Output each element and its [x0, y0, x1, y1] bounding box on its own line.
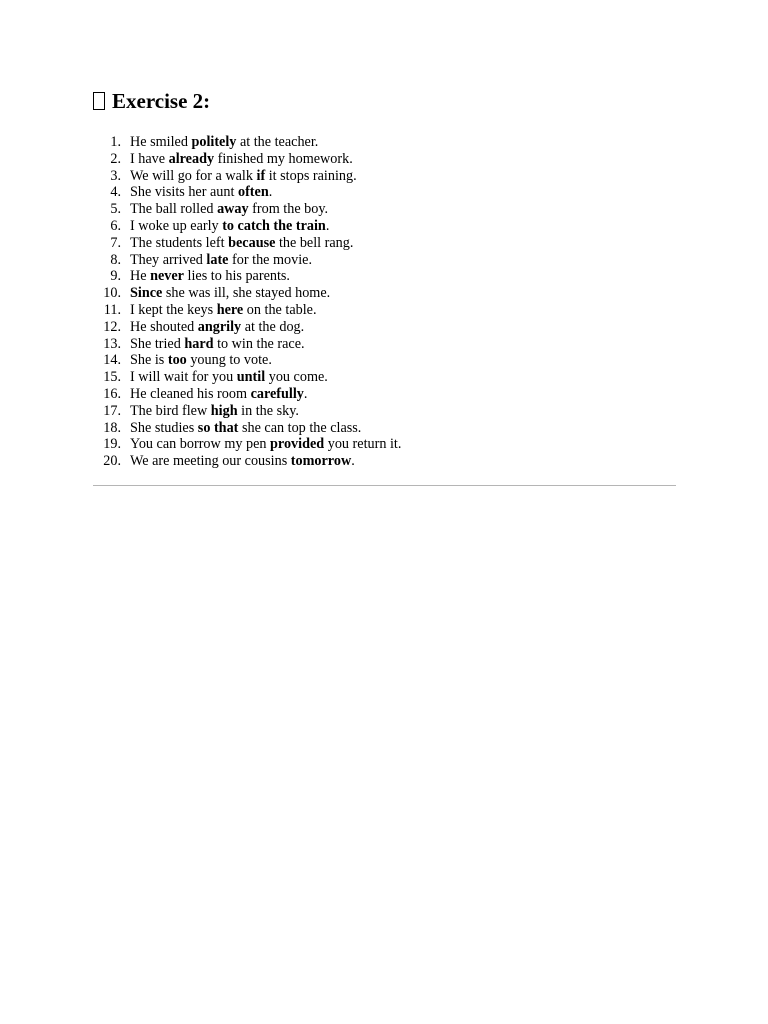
sentence-text: lies to his parents.: [183, 268, 290, 285]
list-item: [93, 151, 676, 168]
item-number: 15.: [103, 369, 121, 386]
item-number: 11.: [103, 301, 121, 318]
sentence-text: I will wait for you: [130, 369, 237, 386]
sentence-text: He cleaned his room: [130, 385, 251, 402]
emphasized-word: too: [167, 352, 187, 369]
item-number: 10.: [103, 285, 121, 302]
sentence-text: at the dog.: [241, 318, 305, 335]
sentence-text: We will go for a walk: [130, 167, 257, 184]
item-number: 17.: [103, 402, 121, 419]
emphasized-word: to catch the train: [222, 217, 326, 234]
sentence-text: He shouted: [130, 318, 198, 335]
sentence-text: We are meeting our cousins: [130, 453, 291, 470]
item-number: 4.: [110, 184, 121, 201]
emphasized-word: already: [168, 150, 215, 167]
item-sentence: [130, 386, 307, 403]
emphasized-word: often: [237, 184, 269, 201]
item-sentence: [130, 184, 272, 201]
list-item: [93, 168, 676, 185]
sentence-text: The ball rolled: [130, 201, 218, 218]
emphasized-word: late: [206, 251, 229, 268]
item-sentence: [130, 134, 318, 151]
sentence-text: you come.: [265, 369, 328, 386]
list-item: [93, 302, 676, 319]
emphasized-word: if: [256, 167, 266, 184]
list-item: [93, 386, 676, 403]
sentence-text: I woke up early: [130, 217, 223, 234]
sentence-text: She studies: [130, 419, 198, 436]
emphasized-word: until: [236, 369, 266, 386]
sentence-text: on the table.: [243, 301, 317, 318]
sentence-text: I have: [130, 150, 169, 167]
emphasized-word: politely: [191, 134, 237, 150]
list-item: [93, 285, 676, 302]
item-sentence: [130, 201, 328, 218]
sentence-text: to win the race.: [213, 335, 305, 352]
sentence-text: it stops raining.: [265, 167, 357, 184]
item-sentence: [130, 336, 305, 353]
sentence-text: at the teacher.: [236, 134, 319, 150]
sentence-text: young to vote.: [186, 352, 272, 369]
sentence-text: she can top the class.: [238, 419, 362, 436]
item-number: 8.: [110, 251, 121, 268]
emphasized-word: Since: [130, 285, 163, 302]
exercise-heading: [93, 86, 676, 116]
list-item: [93, 235, 676, 252]
sentence-text: The bird flew: [130, 402, 211, 419]
item-number: 5.: [110, 201, 121, 218]
emphasized-word: away: [217, 201, 249, 218]
item-sentence: [130, 151, 353, 168]
item-number: 13.: [103, 335, 121, 352]
item-number: 7.: [110, 234, 121, 251]
list-item: [93, 184, 676, 201]
list-item: [93, 268, 676, 285]
sentence-text: for the movie.: [228, 251, 313, 268]
item-number: 14.: [103, 352, 121, 369]
sentence-text: .: [325, 217, 330, 234]
item-number: 6.: [110, 217, 121, 234]
emphasized-word: never: [150, 268, 184, 285]
emphasized-word: so that: [197, 419, 239, 436]
unknown-glyph-box-icon: [93, 92, 105, 110]
list-item: [93, 336, 676, 353]
item-number: 12.: [103, 318, 121, 335]
sentence-text: she was ill, she stayed home.: [162, 285, 331, 302]
emphasized-word: here: [216, 301, 244, 318]
emphasized-word: angrily: [197, 318, 242, 335]
item-sentence: [130, 319, 304, 336]
item-sentence: [130, 403, 299, 420]
item-sentence: [130, 453, 355, 470]
item-sentence: [130, 252, 312, 269]
item-number: 9.: [110, 268, 121, 285]
emphasized-word: tomorrow: [290, 453, 352, 470]
exercise-list: [93, 134, 676, 470]
list-item: [93, 201, 676, 218]
sentence-text: you return it.: [324, 436, 402, 453]
sentence-text: The students left: [130, 234, 229, 251]
emphasized-word: because: [228, 234, 276, 251]
sentence-text: from the boy.: [248, 201, 329, 218]
item-number: 2.: [110, 150, 121, 167]
sentence-text: You can borrow my pen: [130, 436, 271, 453]
item-number: 1.: [110, 134, 121, 150]
list-item: [93, 218, 676, 235]
item-sentence: [130, 352, 272, 369]
sentence-text: She tried: [130, 335, 185, 352]
emphasized-word: high: [210, 402, 238, 419]
sentence-text: .: [268, 184, 273, 201]
sentence-text: I kept the keys: [130, 301, 217, 318]
sentence-text: She visits her aunt: [130, 184, 238, 201]
list-item: [93, 420, 676, 437]
sentence-text: finished my homework.: [214, 150, 353, 167]
sentence-text: .: [351, 453, 355, 470]
horizontal-divider: [93, 485, 676, 486]
item-number: 3.: [110, 167, 121, 184]
item-sentence: [130, 302, 317, 319]
item-sentence: [130, 369, 328, 386]
item-number: 19.: [103, 436, 121, 453]
item-sentence: [130, 285, 330, 302]
emphasized-word: provided: [270, 436, 325, 453]
item-sentence: [130, 420, 361, 437]
item-sentence: [130, 268, 290, 285]
item-number: 20.: [103, 453, 121, 470]
document-page: [93, 86, 676, 470]
list-item: [93, 436, 676, 453]
item-sentence: [130, 168, 357, 185]
sentence-text: in the sky.: [237, 402, 299, 419]
list-item: [93, 369, 676, 386]
sentence-text: She is: [130, 352, 168, 369]
list-item: [93, 134, 676, 151]
sentence-text: .: [303, 385, 308, 402]
sentence-text: He smiled: [130, 134, 192, 150]
list-item: [93, 403, 676, 420]
item-sentence: [130, 218, 329, 235]
sentence-text: the bell rang.: [275, 234, 354, 251]
emphasized-word: hard: [184, 335, 214, 352]
list-item: [93, 319, 676, 336]
item-number: 18.: [103, 419, 121, 436]
emphasized-word: carefully: [250, 385, 304, 402]
sentence-text: They arrived: [130, 251, 207, 268]
list-item: [93, 252, 676, 269]
item-sentence: [130, 436, 401, 453]
item-number: 16.: [103, 385, 121, 402]
list-item: [93, 352, 676, 369]
list-item: [93, 453, 676, 470]
exercise-title: Exercise 2:: [112, 89, 211, 113]
item-sentence: [130, 235, 353, 252]
sentence-text: He: [130, 268, 151, 285]
